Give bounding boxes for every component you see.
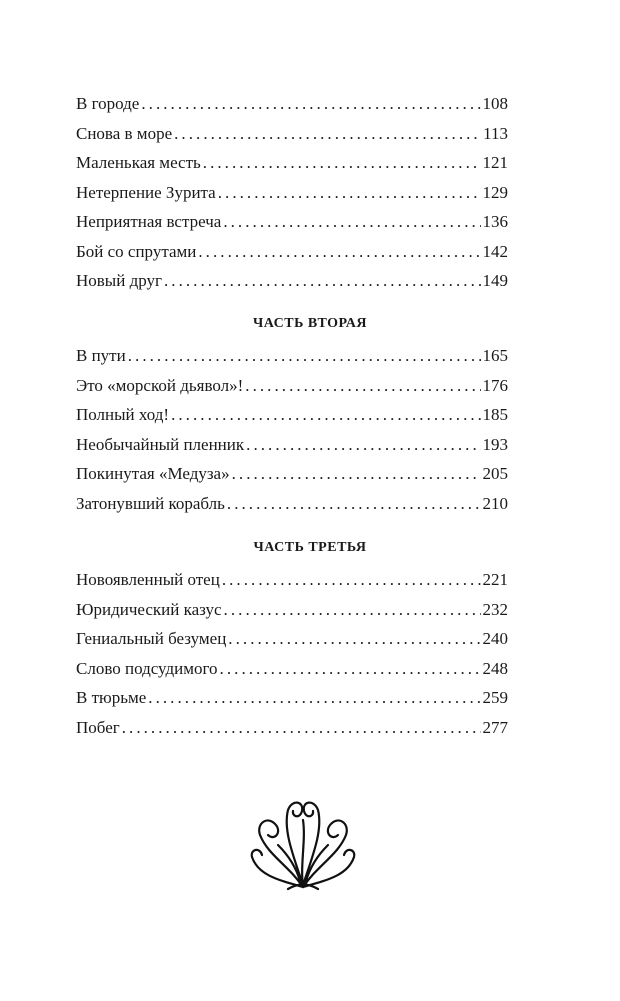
toc-entry-title: Новый друг	[76, 271, 162, 290]
toc-entry	[76, 400, 508, 430]
leader-dots	[227, 489, 481, 519]
toc-entry-page: 113	[483, 123, 508, 143]
leader-dots	[232, 459, 481, 489]
leader-dots	[220, 654, 481, 684]
toc-entry	[76, 459, 508, 489]
toc-entry	[76, 713, 508, 743]
toc-entry-title: Слово подсудимого	[76, 658, 218, 678]
leader-dots	[223, 207, 480, 237]
toc-entry	[76, 595, 508, 625]
leader-dots	[246, 430, 480, 460]
toc-entry	[76, 207, 508, 237]
leader-dots	[218, 178, 481, 208]
toc-entry-page: 248	[482, 658, 508, 678]
leader-dots	[222, 565, 481, 595]
toc-entry-title: Нетерпение Зурита	[76, 182, 216, 202]
leader-dots	[171, 400, 480, 430]
toc-entry-page: 142	[482, 241, 508, 261]
toc-entry	[76, 683, 508, 713]
toc-entry-page: 259	[482, 688, 508, 707]
toc-entry-page: 193	[482, 434, 508, 454]
toc-entry	[76, 654, 508, 684]
toc-entry	[76, 489, 508, 519]
toc-entry	[76, 148, 508, 178]
toc-entry	[76, 371, 508, 401]
toc-entry-page: 277	[482, 717, 508, 737]
toc-section-3	[76, 565, 508, 742]
toc-entry-page: 129	[482, 182, 508, 202]
leader-dots	[203, 148, 481, 178]
leader-dots	[141, 89, 480, 119]
toc-entry	[76, 341, 508, 371]
toc-entry-title: Новоявленный отец	[76, 570, 220, 589]
toc-entry-title: Снова в море	[76, 123, 173, 143]
toc-entry-page: 165	[482, 346, 508, 365]
leader-dots	[174, 119, 481, 149]
toc-entry-title: Необычайный пленник	[76, 434, 245, 454]
toc-entry-page: 205	[482, 464, 508, 483]
section-heading-part-two: ЧАСТЬ ВТОРАЯ	[252, 316, 368, 331]
toc-entry-page: 149	[482, 271, 508, 290]
toc-entry-page: 108	[482, 94, 508, 113]
toc-entry-title: В тюрьме	[76, 688, 147, 707]
toc-entry-title: Затонувший корабль	[76, 493, 225, 513]
toc-entry-page: 121	[482, 153, 508, 172]
toc-entry	[76, 119, 508, 149]
toc-entry	[76, 430, 508, 460]
leader-dots	[228, 624, 480, 654]
toc-entry-title: Маленькая месть	[76, 153, 201, 172]
leader-dots	[164, 266, 481, 296]
leader-dots	[224, 595, 481, 625]
toc-entry	[76, 237, 508, 267]
leader-dots	[122, 713, 481, 743]
toc-entry	[76, 624, 508, 654]
section-heading-part-three: ЧАСТЬ ТРЕТЬЯ	[253, 540, 367, 555]
toc-entry-title: Полный ход!	[76, 405, 170, 424]
toc-entry-title: В городе	[76, 94, 140, 113]
toc-section-1	[76, 89, 508, 296]
floral-ornament-icon	[248, 795, 358, 895]
toc-entry-title: Побег	[76, 717, 120, 737]
toc-entry-title: Юридический казус	[76, 599, 222, 619]
toc-entry-title: Неприятная встреча	[76, 212, 222, 231]
toc-entry-page: 240	[482, 629, 508, 648]
leader-dots	[245, 371, 480, 401]
toc-entry-page: 185	[482, 405, 508, 424]
toc-entry-title: Гениальный безумец	[76, 629, 227, 648]
toc-entry-title: Это «морской дьявол»!	[76, 375, 244, 395]
toc-entry-page: 176	[482, 375, 508, 395]
leader-dots	[128, 341, 481, 371]
toc-entry	[76, 266, 508, 296]
toc-entry-page: 136	[482, 212, 508, 231]
toc-entry	[76, 565, 508, 595]
toc-entry-page: 221	[482, 570, 508, 589]
toc-entry	[76, 178, 508, 208]
leader-dots	[148, 683, 480, 713]
toc-entry-title: Бой со спрутами	[76, 241, 197, 261]
toc-entry-page: 210	[482, 493, 508, 513]
toc-entry-page: 232	[482, 599, 508, 619]
toc-entry-title: Покинутая «Медуза»	[76, 464, 230, 483]
toc-entry-title: В пути	[76, 346, 126, 365]
toc-entry	[76, 89, 508, 119]
toc-section-2	[76, 341, 508, 518]
leader-dots	[198, 237, 480, 267]
